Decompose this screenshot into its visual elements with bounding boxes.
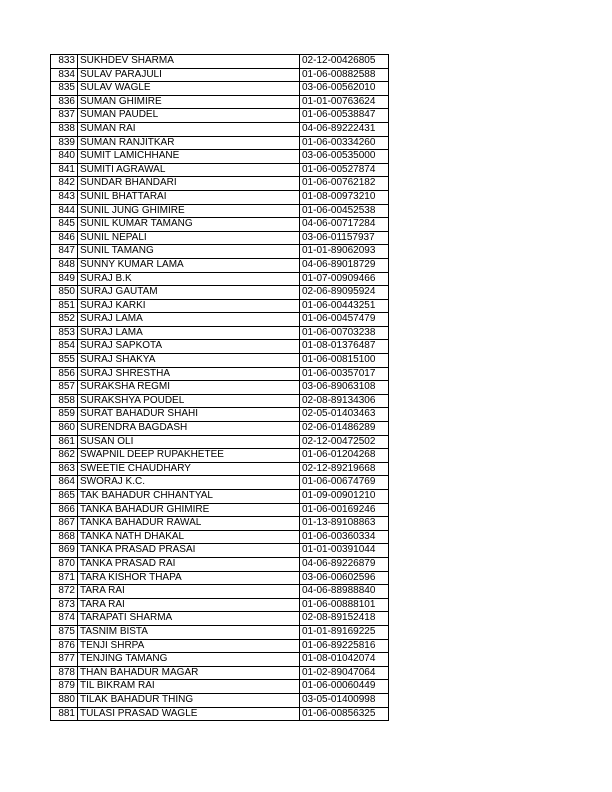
name-cell: SUNIL KUMAR TAMANG [78,218,300,232]
id-code-cell: 04-06-00717284 [300,218,389,232]
name-cell: SURAJ LAMA [78,313,300,327]
id-code-cell: 02-12-89219668 [300,462,389,476]
name-cell: SUNIL BHATTARAI [78,190,300,204]
name-cell: TARA RAI [78,598,300,612]
id-code-cell: 01-06-00169246 [300,503,389,517]
id-code-cell: 01-01-89169225 [300,625,389,639]
id-code-cell: 01-06-00888101 [300,598,389,612]
id-code-cell: 01-13-89108863 [300,517,389,531]
name-cell: THAN BAHADUR MAGAR [78,666,300,680]
name-cell: SUMAN GHIMIRE [78,95,300,109]
id-code-cell: 01-06-00538847 [300,109,389,123]
id-code-cell: 02-12-00472502 [300,435,389,449]
name-cell: SUNIL TAMANG [78,245,300,259]
table-row [51,326,389,340]
id-code-cell: 01-06-01204268 [300,449,389,463]
name-cell: SUMAN PAUDEL [78,109,300,123]
row-number-cell: 845 [51,218,78,232]
id-code-cell: 01-06-89225816 [300,639,389,653]
id-code-cell: 02-08-89134306 [300,394,389,408]
row-number-cell: 857 [51,381,78,395]
id-code-cell: 03-05-01400998 [300,693,389,707]
id-code-cell: 01-06-00443251 [300,299,389,313]
row-number-cell: 849 [51,272,78,286]
id-code-cell: 03-06-01157937 [300,231,389,245]
id-code-cell: 01-01-00391044 [300,544,389,558]
id-code-cell: 03-06-00535000 [300,150,389,164]
id-code-cell: 01-08-01376487 [300,340,389,354]
id-code-cell: 01-09-00901210 [300,490,389,504]
name-cell: TANKA PRASAD PRASAI [78,544,300,558]
row-number-cell: 837 [51,109,78,123]
name-cell: TANKA BAHADUR RAWAL [78,517,300,531]
table-row [51,231,389,245]
name-cell: SURAT BAHADUR SHAHI [78,408,300,422]
row-number-cell: 838 [51,122,78,136]
name-cell: SWORAJ K.C. [78,476,300,490]
table-row [51,653,389,667]
row-number-cell: 846 [51,231,78,245]
table-row [51,530,389,544]
name-cell: SURAJ SAPKOTA [78,340,300,354]
name-cell: SUMAN RAI [78,122,300,136]
row-number-cell: 875 [51,625,78,639]
table-row [51,286,389,300]
name-cell: TARA KISHOR THAPA [78,571,300,585]
id-code-cell: 01-06-00457479 [300,313,389,327]
id-code-cell: 01-06-00882588 [300,68,389,82]
table-row [51,177,389,191]
id-code-cell: 01-06-00357017 [300,367,389,381]
row-number-cell: 872 [51,585,78,599]
table-row [51,381,389,395]
name-cell: SURAKSHA REGMI [78,381,300,395]
row-number-cell: 843 [51,190,78,204]
id-code-cell: 03-06-00562010 [300,82,389,96]
name-cell: SUMITI AGRAWAL [78,163,300,177]
row-number-cell: 861 [51,435,78,449]
id-code-cell: 03-06-00602596 [300,571,389,585]
table-row [51,435,389,449]
table-row [51,150,389,164]
table-row [51,258,389,272]
row-number-cell: 836 [51,95,78,109]
id-code-cell: 01-06-00674769 [300,476,389,490]
table-row [51,109,389,123]
roster-table-body [51,55,389,721]
id-code-cell: 01-06-00815100 [300,354,389,368]
table-row [51,394,389,408]
table-row [51,598,389,612]
name-cell: TANKA BAHADUR GHIMIRE [78,503,300,517]
id-code-cell: 01-06-00856325 [300,707,389,721]
row-number-cell: 854 [51,340,78,354]
row-number-cell: 860 [51,422,78,436]
table-row [51,340,389,354]
name-cell: TILAK BAHADUR THING [78,693,300,707]
row-number-cell: 876 [51,639,78,653]
name-cell: TARA RAI [78,585,300,599]
row-number-cell: 863 [51,462,78,476]
name-cell: TIL BIKRAM RAI [78,680,300,694]
name-cell: SURAKSHYA POUDEL [78,394,300,408]
name-cell: SWAPNIL DEEP RUPAKHETEE [78,449,300,463]
table-row [51,354,389,368]
row-number-cell: 864 [51,476,78,490]
table-row [51,218,389,232]
row-number-cell: 877 [51,653,78,667]
row-number-cell: 848 [51,258,78,272]
row-number-cell: 856 [51,367,78,381]
id-code-cell: 01-01-00763624 [300,95,389,109]
row-number-cell: 878 [51,666,78,680]
row-number-cell: 880 [51,693,78,707]
id-code-cell: 04-06-89018729 [300,258,389,272]
row-number-cell: 862 [51,449,78,463]
id-code-cell: 02-06-01486289 [300,422,389,436]
id-code-cell: 01-06-00060449 [300,680,389,694]
row-number-cell: 851 [51,299,78,313]
name-cell: SULAV WAGLE [78,82,300,96]
row-number-cell: 870 [51,557,78,571]
name-cell: TENJING TAMANG [78,653,300,667]
row-number-cell: 868 [51,530,78,544]
id-code-cell: 02-06-89095924 [300,286,389,300]
name-cell: SUKHDEV SHARMA [78,55,300,69]
table-row [51,490,389,504]
row-number-cell: 866 [51,503,78,517]
table-row [51,204,389,218]
table-row [51,136,389,150]
table-row [51,272,389,286]
name-cell: SUNIL JUNG GHIMIRE [78,204,300,218]
table-row [51,245,389,259]
id-code-cell: 01-08-01042074 [300,653,389,667]
table-row [51,571,389,585]
id-code-cell: 01-06-00334260 [300,136,389,150]
row-number-cell: 865 [51,490,78,504]
name-cell: TULASI PRASAD WAGLE [78,707,300,721]
row-number-cell: 852 [51,313,78,327]
table-row [51,544,389,558]
row-number-cell: 834 [51,68,78,82]
row-number-cell: 847 [51,245,78,259]
name-cell: SUNNY KUMAR LAMA [78,258,300,272]
name-cell: SURAJ B.K [78,272,300,286]
row-number-cell: 841 [51,163,78,177]
table-row [51,707,389,721]
name-cell: SUNDAR BHANDARI [78,177,300,191]
id-code-cell: 01-06-00703238 [300,326,389,340]
row-number-cell: 867 [51,517,78,531]
id-code-cell: 01-06-00452538 [300,204,389,218]
name-cell: TARAPATI SHARMA [78,612,300,626]
roster-table [50,54,389,721]
row-number-cell: 873 [51,598,78,612]
name-cell: TANKA NATH DHAKAL [78,530,300,544]
table-row [51,680,389,694]
id-code-cell: 03-06-89063108 [300,381,389,395]
id-code-cell: 02-05-01403463 [300,408,389,422]
row-number-cell: 874 [51,612,78,626]
row-number-cell: 881 [51,707,78,721]
name-cell: SURENDRA BAGDASH [78,422,300,436]
row-number-cell: 844 [51,204,78,218]
row-number-cell: 842 [51,177,78,191]
row-number-cell: 850 [51,286,78,300]
id-code-cell: 02-12-00426805 [300,55,389,69]
table-row [51,122,389,136]
row-number-cell: 853 [51,326,78,340]
id-code-cell: 01-08-00973210 [300,190,389,204]
table-row [51,408,389,422]
table-row [51,666,389,680]
table-row [51,693,389,707]
id-code-cell: 04-06-89226879 [300,557,389,571]
row-number-cell: 869 [51,544,78,558]
id-code-cell: 01-01-89062093 [300,245,389,259]
table-row [51,313,389,327]
table-row [51,422,389,436]
table-row [51,612,389,626]
id-code-cell: 01-06-00360334 [300,530,389,544]
id-code-cell: 04-06-88988840 [300,585,389,599]
table-row [51,95,389,109]
name-cell: SURAJ KARKI [78,299,300,313]
table-row [51,585,389,599]
name-cell: SUMAN RANJITKAR [78,136,300,150]
name-cell: SUSAN OLI [78,435,300,449]
table-row [51,476,389,490]
name-cell: SULAV PARAJULI [78,68,300,82]
name-cell: TANKA PRASAD RAI [78,557,300,571]
table-row [51,55,389,69]
name-cell: SUNIL NEPALI [78,231,300,245]
table-row [51,462,389,476]
table-row [51,299,389,313]
id-code-cell: 01-06-00762182 [300,177,389,191]
table-row [51,190,389,204]
id-code-cell: 01-02-89047064 [300,666,389,680]
table-row [51,503,389,517]
table-row [51,449,389,463]
id-code-cell: 01-06-00527874 [300,163,389,177]
table-row [51,639,389,653]
row-number-cell: 840 [51,150,78,164]
row-number-cell: 879 [51,680,78,694]
table-row [51,163,389,177]
name-cell: SURAJ SHAKYA [78,354,300,368]
name-cell: SWEETIE CHAUDHARY [78,462,300,476]
table-row [51,517,389,531]
name-cell: TASNIM BISTA [78,625,300,639]
row-number-cell: 835 [51,82,78,96]
table-row [51,625,389,639]
table-row [51,557,389,571]
name-cell: SURAJ LAMA [78,326,300,340]
table-row [51,367,389,381]
name-cell: SURAJ GAUTAM [78,286,300,300]
row-number-cell: 871 [51,571,78,585]
row-number-cell: 855 [51,354,78,368]
row-number-cell: 859 [51,408,78,422]
name-cell: TENJI SHRPA [78,639,300,653]
row-number-cell: 833 [51,55,78,69]
table-row [51,82,389,96]
name-cell: SURAJ SHRESTHA [78,367,300,381]
name-cell: SUMIT LAMICHHANE [78,150,300,164]
table-row [51,68,389,82]
id-code-cell: 02-08-89152418 [300,612,389,626]
name-cell: TAK BAHADUR CHHANTYAL [78,490,300,504]
row-number-cell: 839 [51,136,78,150]
row-number-cell: 858 [51,394,78,408]
id-code-cell: 04-06-89222431 [300,122,389,136]
id-code-cell: 01-07-00909466 [300,272,389,286]
